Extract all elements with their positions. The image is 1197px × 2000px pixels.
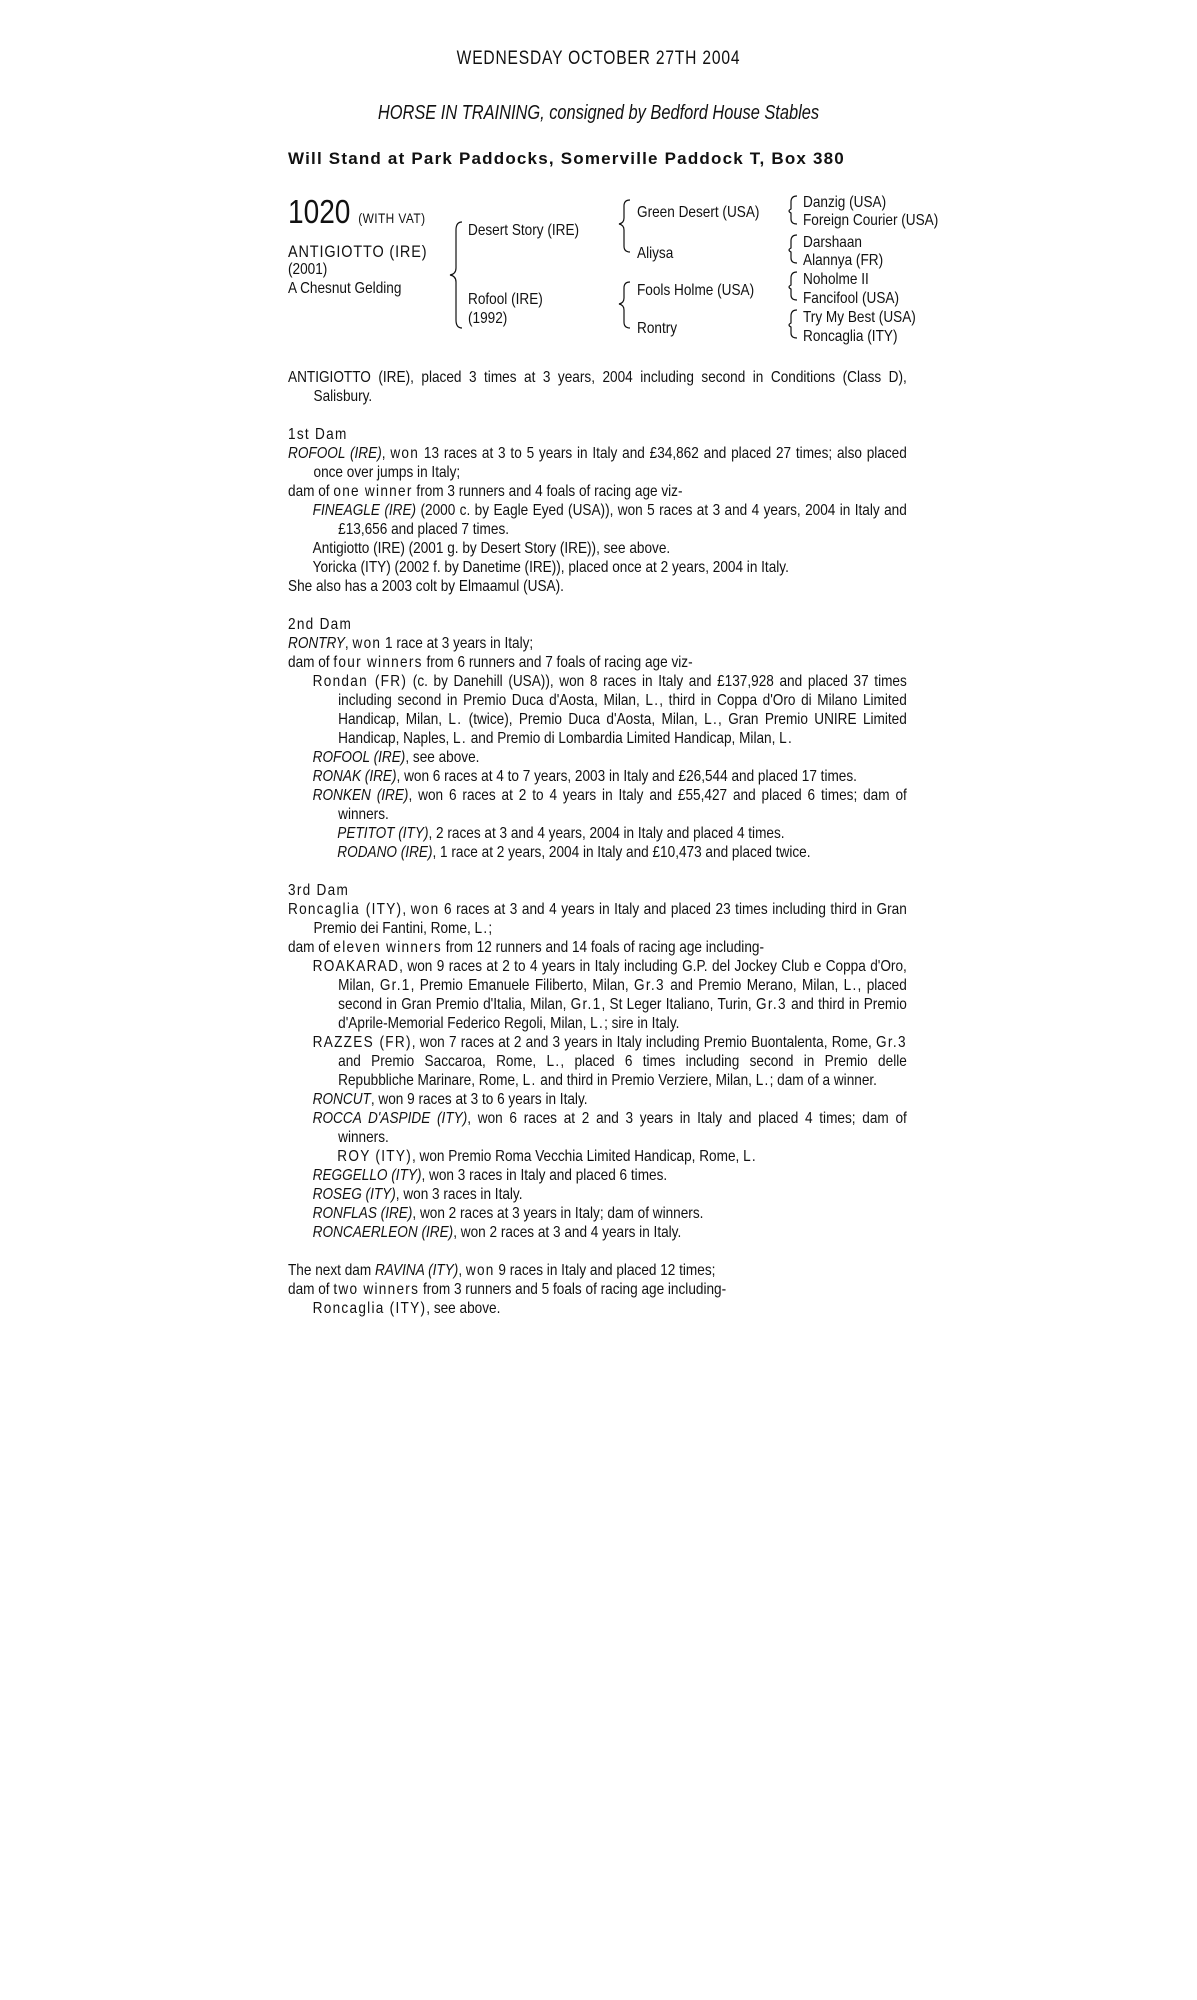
pedigree-dam-sire: Fools Holme (USA): [637, 282, 755, 299]
second-dam-record: [288, 634, 907, 653]
produce-name: RONCUT: [312, 1091, 371, 1108]
third-dam-record: [288, 900, 907, 938]
text-run: from 3 runners and 5 foals of racing age including-: [419, 1281, 727, 1298]
produce-name: ROAKARAD: [312, 958, 400, 975]
dam-name: Roncaglia (ITY): [288, 901, 403, 918]
text-run: ,: [381, 445, 391, 462]
produce-entry: [288, 1185, 907, 1204]
text-run: (2000 c. by Eagle Eyed (USA)), won 5 races at 3 and 4 years, 2004 in Italy and £13,656 and placed 7 times.: [338, 502, 907, 538]
grade-label: L.: [755, 1072, 770, 1089]
produce-name: RONKEN (IRE): [312, 787, 409, 804]
sale-date: WEDNESDAY OCTOBER 27TH 2004: [456, 48, 741, 69]
pedigree-dam: Rofool (IRE): [468, 291, 543, 308]
pedigree-notes: [288, 368, 907, 1318]
text-run: from 12 runners and 14 foals of racing age including-: [441, 939, 764, 956]
dam-name: ROFOOL (IRE): [288, 445, 382, 462]
horse-year: (2001): [288, 261, 328, 278]
text-run: , won 9 races at 3 to 6 years in Italy.: [370, 1091, 588, 1108]
won-label: won: [390, 445, 420, 462]
grade-label: L.: [590, 1015, 605, 1032]
won-label: won: [465, 1262, 495, 1279]
produce-name: ROFOOL (IRE): [312, 749, 406, 766]
produce-entry: Antigiotto (IRE) (2001 g. by Desert Story (IRE)), see above.: [312, 540, 671, 557]
first-dam-heading: 1st Dam: [288, 426, 348, 443]
produce-name: ROCCA D'ASPIDE (ITY): [312, 1110, 468, 1127]
text-run: , see above.: [405, 749, 480, 766]
produce-name: RODANO (IRE): [337, 844, 433, 861]
pedigree-sire: Desert Story (IRE): [468, 222, 580, 239]
produce-entry: [288, 786, 907, 824]
text-run: ,: [402, 901, 411, 918]
intro-paragraph: ANTIGIOTTO (IRE), placed 3 times at 3 years, 2004 including second in Conditions (Class D), Salisbury.: [288, 369, 907, 405]
produce-name: Rondan (FR): [312, 673, 408, 690]
produce-entry: [288, 1033, 907, 1090]
third-dam-heading: 3rd Dam: [288, 882, 350, 899]
grandproduce-entry: [288, 843, 907, 862]
text-run: 6 races at 3 and 4 years in Italy and placed 23 times including third in Gran Premio dei Fantini, Rome,: [313, 901, 907, 937]
dam-name: RAVINA (ITY): [374, 1262, 459, 1279]
text-run: from 6 runners and 7 foals of racing age viz-: [422, 654, 693, 671]
stand-location: Will Stand at Park Paddocks, Somerville Paddock T, Box 380: [288, 149, 845, 168]
text-run: and Premio Saccaroa, Rome,: [338, 1053, 547, 1070]
lot-number-value: 1020: [288, 193, 351, 230]
produce-entry: [288, 1299, 907, 1318]
grade-label: L.: [522, 1072, 537, 1089]
produce-entry: [288, 1090, 907, 1109]
pedigree-gg-4: Alannya (FR): [803, 252, 884, 269]
dam-name: RONTRY: [288, 635, 345, 652]
produce-entry: [288, 1166, 907, 1185]
first-dam-record: [288, 444, 907, 482]
grade-label: L.: [843, 977, 858, 994]
text-run: , Premio Emanuele Filiberto, Milan,: [410, 977, 635, 994]
grade-label: L.: [474, 920, 489, 937]
pedigree-dam-dam: Rontry: [637, 320, 678, 337]
text-run: from 3 runners and 4 foals of racing age viz-: [412, 483, 683, 500]
text-run: ; sire in Italy.: [604, 1015, 680, 1032]
produce-entry: [288, 767, 907, 786]
grade-label: L.: [743, 1148, 757, 1165]
horse-name: ANTIGIOTTO (IRE): [288, 242, 428, 261]
text-run: , Gran Premio UNIRE Limited Handicap, Naples,: [338, 711, 907, 747]
text-run: (c. by Danehill (USA)), won 8 races in Italy and £137,928 and placed 37 times including second in Premio Duca d'Aosta, Milan,: [338, 673, 907, 709]
pedigree-gg-3: Darshaan: [803, 234, 862, 251]
text-run: , see above.: [426, 1300, 501, 1317]
text-run: dam of: [288, 1281, 334, 1298]
text-run: , won 6 races at 4 to 7 years, 2003 in Italy and £26,544 and placed 17 times.: [396, 768, 857, 785]
produce-name: Roncaglia (ITY): [312, 1300, 427, 1317]
produce-entry: [288, 957, 907, 1033]
text-run: , won 7 races at 2 and 3 years in Italy including Premio Buontalenta, Rome,: [411, 1034, 877, 1051]
text-run: 13 races at 3 to 5 years in Italy and £34,862 and placed 27 times; also placed once over jumps in Italy;: [313, 445, 907, 481]
grade-label: Gr.1: [379, 977, 411, 994]
text-run: , won 6 races at 2 and 3 years in Italy and placed 4 times; dam of winners.: [338, 1110, 907, 1146]
second-dam-heading: 2nd Dam: [288, 616, 353, 633]
text-run: ; dam of a winner.: [769, 1072, 877, 1089]
pedigree-gg-8: Roncaglia (ITY): [803, 328, 898, 345]
grade-label: L.: [546, 1053, 561, 1070]
text-run: dam of: [288, 654, 334, 671]
produce-name: RONFLAS (IRE): [312, 1205, 413, 1222]
text-run: 9 races in Italy and placed 12 times;: [494, 1262, 716, 1279]
pedigree-dam-year: (1992): [468, 310, 508, 327]
text-run: (twice), Premio Duca d'Aosta, Milan,: [462, 711, 705, 728]
first-dam-produce-summary: [288, 482, 907, 501]
produce-name: REGGELLO (ITY): [312, 1167, 422, 1184]
grade-label: Gr.3: [634, 977, 665, 994]
produce-entry: [288, 1223, 907, 1242]
won-label: won: [410, 901, 440, 918]
text-run: , won 6 races at 2 to 4 years in Italy and £55,427 and placed 6 times; dam of winners.: [338, 787, 907, 823]
grade-label: L.: [453, 730, 467, 747]
text-run: , won Premio Roma Vecchia Limited Handicap, Rome,: [411, 1148, 744, 1165]
produce-entry: Yoricka (ITY) (2002 f. by Danetime (IRE)), placed once at 2 years, 2004 in Italy.: [312, 559, 789, 576]
grade-label: L.: [448, 711, 463, 728]
produce-note: She also has a 2003 colt by Elmaamul (USA).: [288, 578, 564, 595]
produce-entry: [288, 1204, 907, 1223]
text-run: dam of: [288, 939, 334, 956]
lot-number: [288, 193, 425, 231]
grade-label: Gr.1: [570, 996, 602, 1013]
pedigree-gg-7: Try My Best (USA): [803, 309, 916, 326]
consignment-line: HORSE IN TRAINING, consigned by Bedford House Stables: [377, 102, 820, 124]
produce-entry: [288, 748, 907, 767]
text-run: ,: [344, 635, 353, 652]
text-run: ;: [488, 920, 493, 937]
horse-description: A Chesnut Gelding: [288, 280, 402, 297]
produce-name: FINEAGLE (IRE): [312, 502, 417, 519]
produce-name: ROY (ITY): [337, 1148, 412, 1165]
produce-name: RONCAERLEON (IRE): [312, 1224, 454, 1241]
text-run: , third in Coppa d'Oro di Milano Limited Handicap, Milan,: [338, 692, 907, 728]
produce-entry: [288, 1109, 907, 1147]
produce-name: ROSEG (ITY): [312, 1186, 396, 1203]
produce-name: RONAK (IRE): [312, 768, 397, 785]
produce-entry: [288, 501, 907, 539]
pedigree-sire-sire: Green Desert (USA): [637, 204, 760, 221]
text-run: ,: [458, 1262, 466, 1279]
grandproduce-entry: [288, 1147, 907, 1166]
second-dam-produce-summary: [288, 653, 907, 672]
text-run: and Premio Merano, Milan,: [664, 977, 844, 994]
grandproduce-entry: [288, 824, 907, 843]
text-run: , won 9 races at 2 to 4 years in Italy including G.P. del Jockey Club e Coppa d'Oro, Milan,: [338, 958, 907, 994]
next-dam-record: [288, 1261, 907, 1280]
winners-count: two winners: [333, 1281, 420, 1298]
grade-label: L.: [704, 711, 719, 728]
text-run: dam of: [288, 483, 334, 500]
text-run: , won 2 races at 3 and 4 years in Italy.: [453, 1224, 682, 1241]
text-run: 1 race at 3 years in Italy;: [381, 635, 534, 652]
text-run: , placed second in Gran Premio d'Italia, Milan,: [338, 977, 907, 1013]
text-run: and third in Premio d'Aprile-Memorial Federico Regoli, Milan,: [338, 996, 907, 1032]
next-dam-produce-summary: [288, 1280, 907, 1299]
text-run: , won 3 races in Italy and placed 6 times.: [421, 1167, 668, 1184]
text-run: and Premio di Lombardia Limited Handicap, Milan,: [466, 730, 780, 747]
text-run: , St Leger Italiano, Turin,: [601, 996, 757, 1013]
pedigree-gg-5: Noholme II: [803, 271, 869, 288]
text-run: , 1 race at 2 years, 2004 in Italy and £10,473 and placed twice.: [432, 844, 811, 861]
grade-label: Gr.3: [756, 996, 787, 1013]
pedigree-gg-6: Fancifool (USA): [803, 290, 899, 307]
pedigree-sire-dam: Aliysa: [637, 245, 674, 262]
produce-name: RAZZES (FR): [312, 1034, 412, 1051]
produce-entry: [288, 672, 907, 748]
text-run: , won 3 races in Italy.: [395, 1186, 523, 1203]
text-run: , 2 races at 3 and 4 years, 2004 in Italy and placed 4 times.: [428, 825, 785, 842]
pedigree-gg-2: Foreign Courier (USA): [803, 212, 939, 229]
text-run: , won 2 races at 3 years in Italy; dam of winners.: [412, 1205, 704, 1222]
grade-label: L.: [645, 692, 660, 709]
text-run: The next dam: [288, 1262, 375, 1279]
pedigree-gg-1: Danzig (USA): [803, 194, 887, 211]
produce-name: PETITOT (ITY): [337, 825, 429, 842]
winners-count: eleven winners: [333, 939, 442, 956]
winners-count: four winners: [333, 654, 423, 671]
third-dam-produce-summary: [288, 938, 907, 957]
winners-count: one winner: [333, 483, 413, 500]
won-label: won: [352, 635, 382, 652]
vat-label: (WITH VAT): [358, 210, 426, 226]
grade-label: Gr.3: [876, 1034, 907, 1051]
grade-label: L.: [779, 730, 794, 747]
text-run: , placed 6 times including second in Premio delle Repubbliche Marinare, Rome,: [338, 1053, 907, 1089]
text-run: and third in Premio Verziere, Milan,: [536, 1072, 756, 1089]
